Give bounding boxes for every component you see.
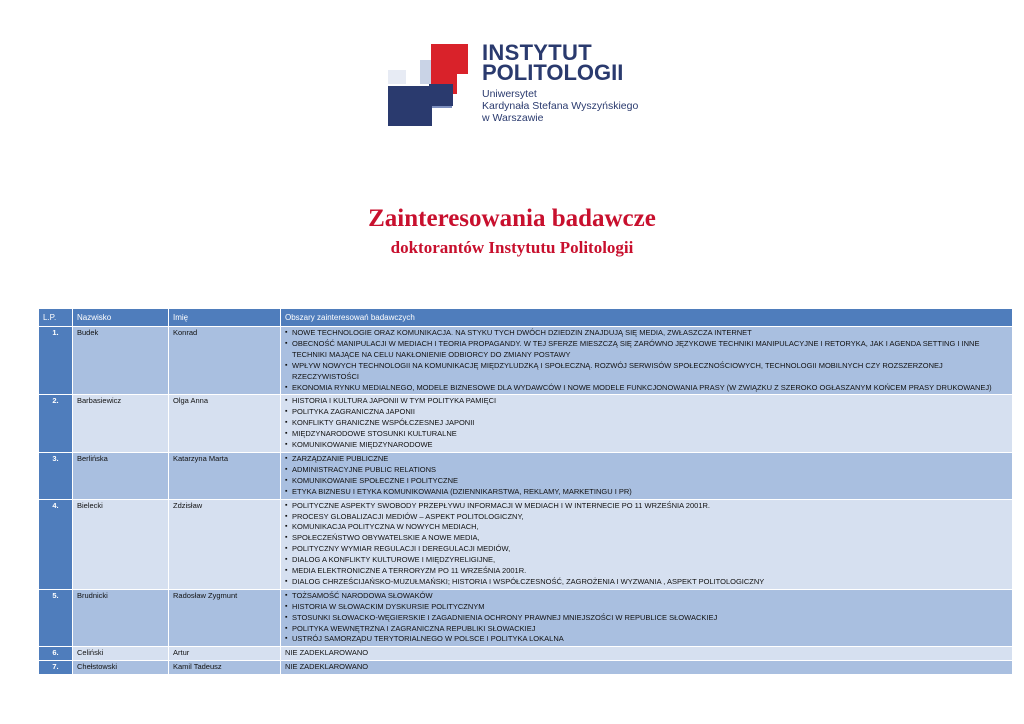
cell-name: Katarzyna Marta — [169, 452, 281, 499]
interest-item: ▪ PROCESY GLOBALIZACJI MEDIÓW – ASPEKT POLITOLOGICZNY, — [285, 512, 1008, 523]
cell-name: Konrad — [169, 327, 281, 395]
interest-item: ▪ DIALOG CHRZEŚCIJAŃSKO-MUZUŁMAŃSKI; HISTORIA I WSPÓŁCZESNOŚĆ, ZAGROŻENIA I WYZWANIA , ASPEKT POLITOLOGICZNY — [285, 577, 1008, 588]
interest-item: ▪ DIALOG A KONFLIKTY KULTUROWE I MIĘDZYRELIGIJNE, — [285, 555, 1008, 566]
research-interests-table — [38, 308, 1013, 675]
logo-line1: INSTYTUT — [482, 40, 592, 65]
cell-areas: NIE ZADEKLAROWANO — [281, 661, 1013, 675]
interest-item: ▪ HISTORIA I KULTURA JAPONII W TYM POLITYKA PAMIĘCI — [285, 396, 1008, 407]
table-header-row — [39, 309, 1013, 327]
logo-sub-line: Kardynała Stefana Wyszyńskiego — [482, 100, 639, 112]
interest-item: ▪ POLITYCZNE ASPEKTY SWOBODY PRZEPŁYWU INFORMACJI W MEDIACH I W INTERNECIE PO 11 WRZEŚNIA 2001R. — [285, 501, 1008, 512]
interest-item: ▪ EKONOMIA RYNKU MEDIALNEGO, MODELE BIZNESOWE DLA WYDAWCÓW I NOWE MODELE FUNKCJONOWANIA PRASY (W ZWIĄZKU Z SZEROKO OGŁASZANYM KOŃCEM PRASY DRUKOWANEJ) — [285, 383, 1008, 394]
cell-surname: Chełstowski — [73, 661, 169, 675]
cell-areas — [281, 589, 1013, 647]
table-row — [39, 661, 1013, 675]
interest-item: ▪ WPŁYW NOWYCH TECHNOLOGII NA KOMUNIKACJĘ MIĘDZYLUDZKĄ I SPOŁECZNĄ. ROZWÓJ SERWISÓW SPOŁECZNOŚCIOWYCH, TECHNOLOGII MOBILNYCH CZY ROZSZERZONEJ RZECZYWISTOŚCI — [285, 361, 1008, 383]
cell-lp: 2. — [39, 395, 73, 453]
page-subtitle: doktorantów Instytutu Politologii — [390, 238, 634, 257]
cell-name: Artur — [169, 647, 281, 661]
interest-item: ▪ OBECNOŚĆ MANIPULACJI W MEDIACH I TEORIA PROPAGANDY. W TEJ SFERZE MIESZCZĄ SIĘ ZARÓWNO JĘZYKOWE TECHNIKI MANIPULACYJNE I RETORYKA, JAK I AGENDA SETTING I INNE TECHNIKI MAJĄCE NA CELU NAKŁONIENIE ODBIORCY DO ZMIANY POSTAWY — [285, 339, 1008, 361]
interest-list — [285, 454, 1008, 498]
logo-sub-line: w Warszawie — [482, 112, 544, 124]
cell-surname: Brudnicki — [73, 589, 169, 647]
interest-item: ▪ KONFLIKTY GRANICZNE WSPÓŁCZESNEJ JAPONII — [285, 418, 1008, 429]
interest-item: ▪ KOMUNIKACJA POLITYCZNA W NOWYCH MEDIACH, — [285, 522, 1008, 533]
interest-item: ▪ SPOŁECZEŃSTWO OBYWATELSKIE A NOWE MEDIA, — [285, 533, 1008, 544]
table-body — [39, 327, 1013, 675]
table-row — [39, 395, 1013, 453]
cell-name: Zdzisław — [169, 499, 281, 589]
interest-item: ▪ ETYKA BIZNESU I ETYKA KOMUNIKOWANIA (DZIENNIKARSTWA, REKLAMY, MARKETINGU I PR) — [285, 487, 1008, 498]
interest-item: ▪ STOSUNKI SŁOWACKO-WĘGIERSKIE I ZAGADNIENIA OCHRONY PRAWNEJ MNIEJSZOŚCI W REPUBLICE SŁOWACKIEJ — [285, 613, 1008, 624]
cell-surname: Budek — [73, 327, 169, 395]
interest-item: ▪ TOŻSAMOŚĆ NARODOWA SŁOWAKÓW — [285, 591, 1008, 602]
logo-square-navy — [429, 84, 453, 106]
cell-lp: 3. — [39, 452, 73, 499]
cell-lp: 5. — [39, 589, 73, 647]
logo-square-navy — [388, 86, 432, 126]
cell-surname: Celiński — [73, 647, 169, 661]
table-row — [39, 327, 1013, 395]
cell-surname: Barbasiewicz — [73, 395, 169, 453]
cell-areas — [281, 327, 1013, 395]
cell-surname: Berlińska — [73, 452, 169, 499]
table-row — [39, 589, 1013, 647]
cell-surname: Bielecki — [73, 499, 169, 589]
interest-item: ▪ MIĘDZYNARODOWE STOSUNKI KULTURALNE — [285, 429, 1008, 440]
interest-item: ▪ MEDIA ELEKTRONICZNE A TERRORYZM PO 11 WRZEŚNIA 2001R. — [285, 566, 1008, 577]
interest-item: ▪ POLITYKA ZAGRANICZNA JAPONII — [285, 407, 1008, 418]
cell-areas — [281, 395, 1013, 453]
logo-square — [388, 70, 406, 84]
cell-areas: NIE ZADEKLAROWANO — [281, 647, 1013, 661]
cell-name: Radosław Zygmunt — [169, 589, 281, 647]
interest-item: ▪ HISTORIA W SŁOWACKIM DYSKURSIE POLITYCZNYM — [285, 602, 1008, 613]
cell-lp: 7. — [39, 661, 73, 675]
header-lp: L.P. — [39, 309, 73, 327]
cell-name: Kamil Tadeusz — [169, 661, 281, 675]
interest-item: ▪ KOMUNIKOWANIE MIĘDZYNARODOWE — [285, 440, 1008, 451]
interest-item: ▪ USTRÓJ SAMORZĄDU TERYTORIALNEGO W POLSCE I POLITYKA LOKALNA — [285, 634, 1008, 645]
header-name: Imię — [169, 309, 281, 327]
interest-item: ▪ KOMUNIKOWANIE SPOŁECZNE I POLITYCZNE — [285, 476, 1008, 487]
logo-sub-line: Uniwersytet — [482, 88, 537, 100]
interest-list — [285, 328, 1008, 393]
cell-name: Olga Anna — [169, 395, 281, 453]
interest-item: ▪ NOWE TECHNOLOGIE ORAZ KOMUNIKACJA. NA STYKU TYCH DWÓCH DZIEDZIN ZNAJDUJĄ SIĘ MEDIA, ZWŁASZCZA INTERNET — [285, 328, 1008, 339]
interest-item: ▪ ADMINISTRACYJNE PUBLIC RELATIONS — [285, 465, 1008, 476]
interest-list — [285, 501, 1008, 588]
page-title: Zainteresowania badawcze — [368, 205, 656, 232]
logo-subtitle — [482, 88, 638, 124]
logo-square-red — [440, 44, 468, 74]
cell-lp: 6. — [39, 647, 73, 661]
table-row — [39, 499, 1013, 589]
logo-line2: POLITOLOGII — [482, 60, 624, 85]
cell-lp: 4. — [39, 499, 73, 589]
interest-item: ▪ ZARZĄDZANIE PUBLICZNE — [285, 454, 1008, 465]
interest-item: ▪ POLITYCZNY WYMIAR REGULACJI I DEREGULACJI MEDIÓW, — [285, 544, 1008, 555]
cell-areas — [281, 499, 1013, 589]
cell-lp: 1. — [39, 327, 73, 395]
institute-logo — [388, 42, 648, 128]
table-row — [39, 647, 1013, 661]
interest-item: ▪ POLITYKA WEWNĘTRZNA I ZAGRANICZNA REPUBLIKI SŁOWACKIEJ — [285, 624, 1008, 635]
header-areas: Obszary zainteresowań badawczych — [281, 309, 1013, 327]
interest-list — [285, 591, 1008, 646]
cell-areas — [281, 452, 1013, 499]
header-surname: Nazwisko — [73, 309, 169, 327]
interest-list — [285, 396, 1008, 451]
table-row — [39, 452, 1013, 499]
